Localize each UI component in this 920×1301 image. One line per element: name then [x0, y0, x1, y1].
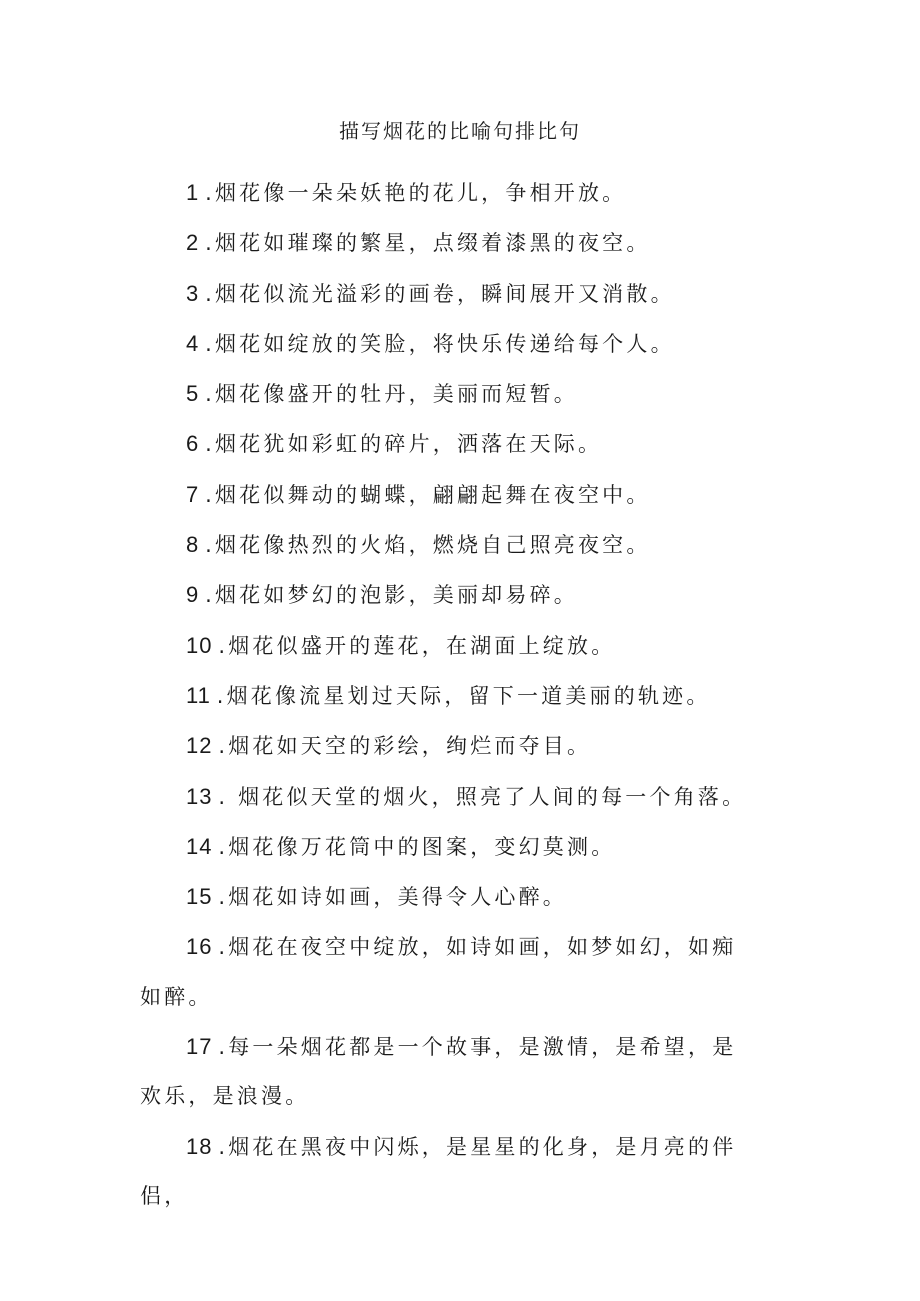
list-item	[140, 369, 750, 419]
item-number: 7	[186, 481, 200, 507]
list-item	[140, 922, 750, 1022]
item-text: .烟花像一朵朵妖艳的花儿，争相开放。	[205, 181, 627, 205]
list-item	[140, 621, 750, 671]
item-text: .烟花如璀璨的繁星，点缀着漆黑的夜空。	[205, 231, 651, 256]
item-text: .烟花似盛开的莲花，在湖面上绽放。	[218, 633, 616, 658]
list-item	[140, 470, 750, 520]
list-item	[140, 520, 750, 570]
item-text: .烟花如梦幻的泡影，美丽却易碎。	[205, 583, 578, 608]
item-text: .每一朵烟花都是一个故事，是激情，是希望，是欢乐，是浪漫。	[140, 1035, 737, 1109]
item-text: .烟花像盛开的牡丹，美丽而短暂。	[205, 382, 578, 407]
item-text: .烟花如绽放的笑脸，将快乐传递给每个人。	[205, 331, 675, 356]
item-number: 4	[186, 330, 200, 356]
item-text: .烟花像流星划过天际，留下一道美丽的轨迹。	[216, 683, 711, 708]
item-number: 11	[186, 682, 211, 708]
list-item	[140, 168, 750, 218]
list-item	[140, 1022, 750, 1122]
item-text: . 烟花似天堂的烟火，照亮了人间的每一个角落。	[218, 784, 747, 809]
list-item	[140, 872, 750, 922]
item-text: .烟花在黑夜中闪烁，是星星的化身，是月亮的伴侣，	[140, 1134, 737, 1208]
item-number: 9	[186, 582, 200, 608]
item-text: .烟花似舞动的蝴蝶，翩翩起舞在夜空中。	[205, 482, 651, 507]
list-item	[140, 269, 750, 319]
list-item	[140, 822, 750, 872]
item-text: .烟花像万花筒中的图案，变幻莫测。	[218, 834, 616, 859]
item-number: 17	[186, 1034, 213, 1060]
item-number: 2	[186, 230, 200, 256]
list-item	[140, 419, 750, 469]
item-text: .烟花像热烈的火焰，燃烧自己照亮夜空。	[205, 533, 651, 558]
list-item	[140, 319, 750, 369]
item-text: .烟花如天空的彩绘，绚烂而夺目。	[218, 734, 592, 759]
list-item	[140, 721, 750, 771]
document-title: 描写烟花的比喻句排比句	[339, 119, 581, 143]
item-number: 6	[186, 431, 200, 457]
item-number: 15	[186, 884, 213, 910]
item-number: 12	[186, 733, 213, 759]
item-text: .烟花犹如彩虹的碎片，洒落在天际。	[205, 432, 603, 457]
list-item	[140, 570, 750, 620]
item-text: .烟花在夜空中绽放，如诗如画，如梦如幻，如痴如醉。	[140, 935, 737, 1009]
item-number: 1	[186, 180, 200, 205]
item-number: 10	[186, 632, 213, 658]
item-number: 8	[186, 532, 200, 558]
list-item	[140, 671, 750, 721]
sentence-list	[140, 168, 750, 1221]
item-number: 5	[186, 381, 200, 407]
item-number: 3	[186, 280, 200, 306]
list-item	[140, 772, 750, 822]
item-text: .烟花如诗如画，美得令人心醉。	[218, 885, 568, 910]
list-item	[140, 1122, 750, 1222]
item-number: 16	[186, 934, 213, 960]
item-number: 13	[186, 783, 213, 809]
item-number: 18	[186, 1133, 213, 1159]
item-text: .烟花似流光溢彩的画卷，瞬间展开又消散。	[205, 281, 675, 306]
item-number: 14	[186, 833, 213, 859]
list-item	[140, 218, 750, 268]
